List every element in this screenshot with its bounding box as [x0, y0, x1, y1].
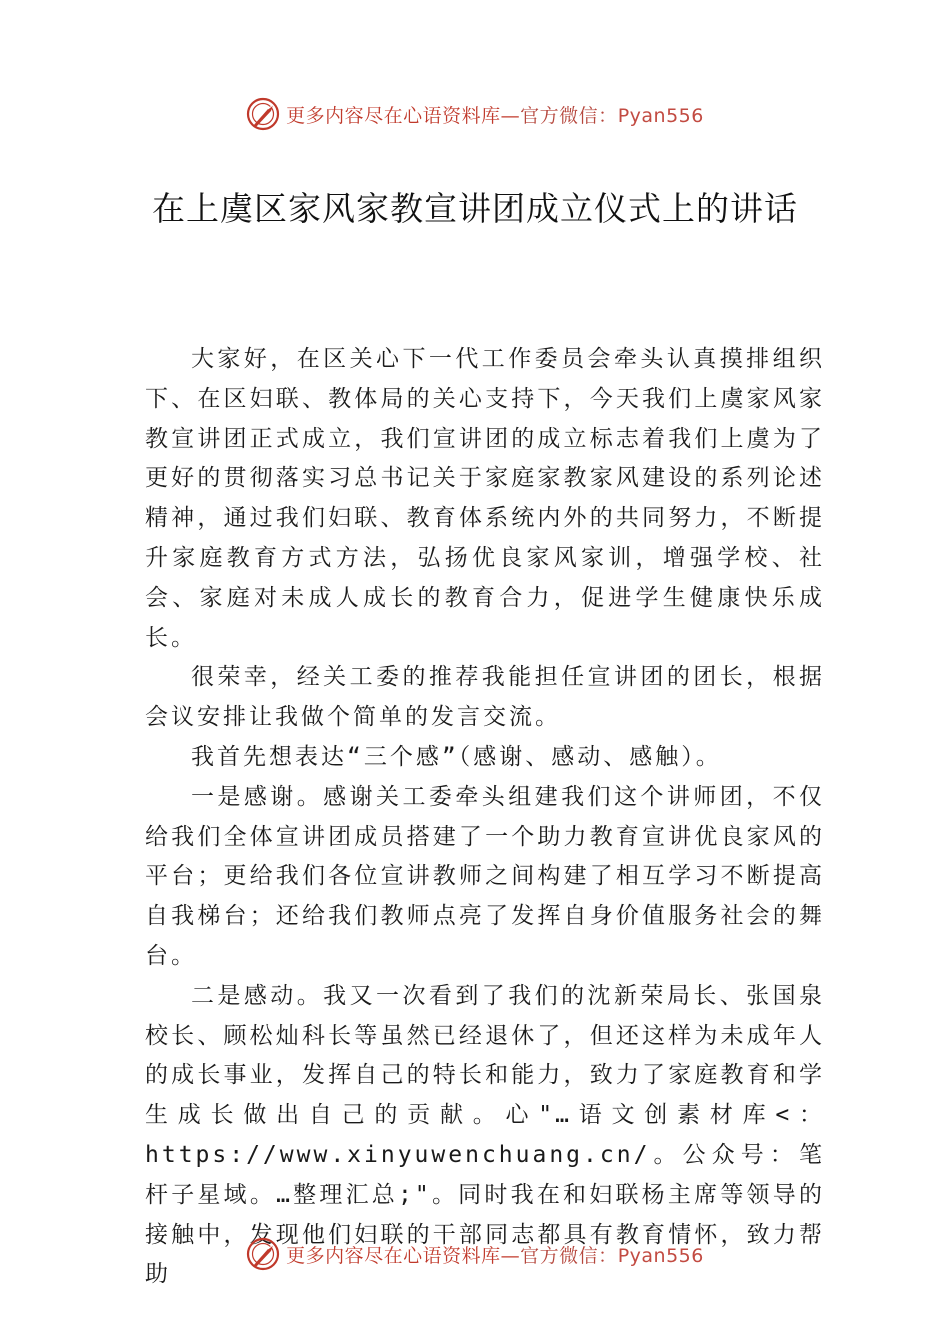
document-body: [145, 340, 825, 1295]
paragraph-4: 一是感谢。感谢关工委牵头组建我们这个讲师团，不仅给我们全体宣讲团成员搭建了一个助力教育宣讲优良家风的平台；更给我们各位宣讲教师之间构建了相互学习不断提高自我梯台；还给我们教师点亮了发挥自身价值服务社会的舞台。: [145, 783, 825, 969]
banner-main-text: 更多内容尽在心语资料库—: [286, 104, 521, 127]
banner-text: [286, 101, 704, 128]
document-title: 在上虞区家风家教宣讲团成立仪式上的讲话: [152, 189, 798, 228]
pen-logo-icon: [246, 97, 280, 131]
footer-banner: [0, 1232, 950, 1276]
paragraph-3: 我首先想表达“三个感”（感谢、感动、感触）。: [191, 743, 722, 770]
wechat-label: 官方微信：: [520, 1244, 618, 1267]
paragraph-1: 大家好，在区关心下一代工作委员会牵头认真摸排组织下、在区妇联、教体局的关心支持下，今天我们上虞家风家教宣讲团正式成立，我们宣讲团的成立标志着我们上虞为了更好的贯彻落实习总书记关于家庭家教家风建设的系列论述精神，通过我们妇联、教育体系统内外的共同努力，不断提升家庭教育方式方法，弘扬优良家风家训，增强学校、社会、家庭对未成人成长的教育合力，促进学生健康快乐成长。: [145, 346, 825, 651]
wechat-label: 官方微信：: [520, 104, 618, 127]
wechat-id: Pyan556: [617, 1244, 704, 1267]
header-banner: [0, 92, 950, 136]
wechat-id: Pyan556: [617, 104, 704, 127]
paragraph-2: 很荣幸，经关工委的推荐我能担任宣讲团的团长，根据会议安排让我做个简单的发言交流。: [145, 664, 825, 731]
pen-logo-icon: [246, 1237, 280, 1271]
paragraph-5: 二是感动。我又一次看到了我们的沈新荣局长、张国泉校长、顾松灿科长等虽然已经退休了，但还这样为未成年人的成长事业，发挥自己的特长和能力，致力了家庭教育和学生成长做出自己的贡献。心"…语文创素材库<：https://www.xinyuwenchuang.cn/。公众号：笔杆子星域。…整理汇总;"。同时我在和妇联杨主席等领导的接触中，发现他们妇联的干部同志都具有教育情怀，致力帮助: [145, 982, 825, 1288]
banner-main-text: 更多内容尽在心语资料库—: [286, 1244, 521, 1267]
banner-text: [286, 1241, 704, 1268]
